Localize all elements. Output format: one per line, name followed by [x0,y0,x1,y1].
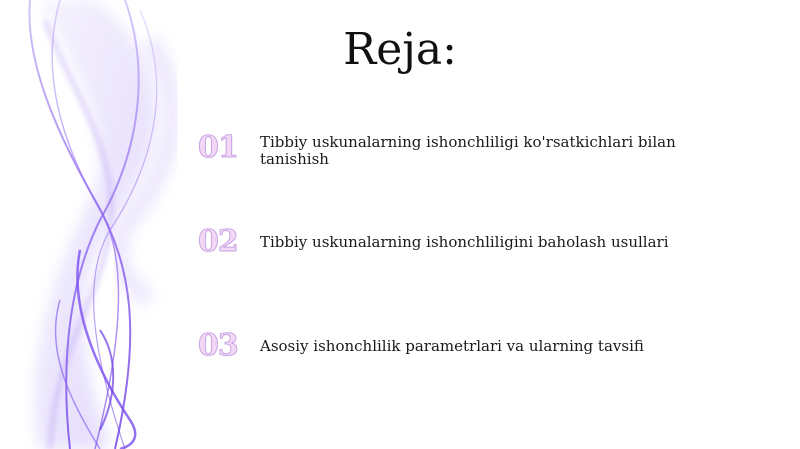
slide-title: Reja: [343,24,457,75]
agenda-item-1 [198,131,758,191]
purple-smoke-decoration [0,0,220,449]
agenda-text: Tibbiy uskunalarning ishonchliligini baholash usullari [260,233,669,251]
agenda-item-3 [198,329,758,389]
agenda-item-2 [198,225,758,285]
agenda-number: 02 [198,224,238,259]
agenda-number: 03 [198,328,238,363]
agenda-text: Tibbiy uskunalarning ishonchliligi ko'rsatkichlari bilan tanishish [260,133,676,168]
agenda-text: Asosiy ishonchlilik parametrlari va ularning tavsifi [260,337,644,355]
agenda-number: 01 [198,130,238,165]
